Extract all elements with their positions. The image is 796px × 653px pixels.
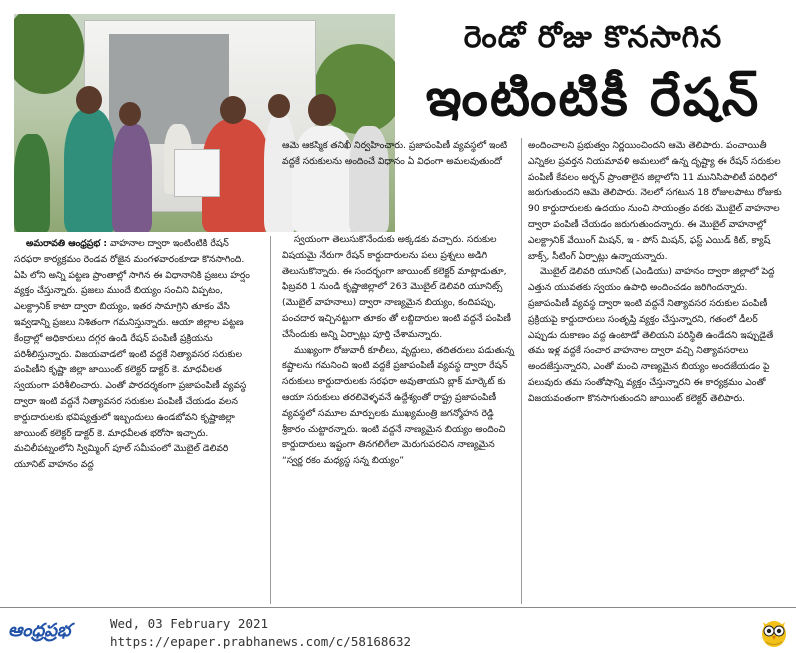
footer-divider xyxy=(0,607,796,608)
dateline: అమరావతి ఆంధ్రప్రభ : xyxy=(26,238,108,249)
article-text-right-2: మొబైల్ డెలివరి యూనిట్ (ఎండియు) వాహనం ద్వారా జిల్లాలో పెద్ద ఎత్తున యువతకు స్వయం ఉపాధి అందించడం జరిగిందన్నారు. ప్రజాపంపిణీ వ్యవస్థ ద్వారా ఇంటి వద్దనే నిత్యావసర సరుకుల పంపిణీ ప్రక్రియపై కార్డుదారులు సంతృప్తి వ్యక్తం చేస్తున్నారని, గతంలో డీలర్ ఎప్పుడు దుకాణం వద్ద ఉంటాడో తెలియని పరిస్థితి ఉండేదని ఇప్పుడైతే తమ ఇళ్ల వద్దకే సంచార వాహనాల ద్వారా వచ్చి నిత్యావసరాలు అందజేస్తున్నారని, ఎంతో మంచి నాణ్యమైన బియ్యం అందజేయడం పై పలువురు తమ సంతోషాన్ని వ్యక్తం చేస్తున్నారని ఈ కార్యక్రమం ఎంతో విజయవంతంగా కొనసాగుతుందని జాయింట్ కలెక్టర్ తెలిపారు. xyxy=(528,266,775,404)
column-divider xyxy=(521,138,522,604)
headline-line-2: ఇంటింటికీ రేషన్ xyxy=(425,68,761,128)
article-text-middle-2: ముఖ్యంగా రోజువారీ కూలీలు, వృద్దులు, తదితరులు పడుతున్న కష్టాలను గమనించి ఇంటి వద్దకే ప్రజాపంపిణీ వ్యవస్థ ద్వారా రేషన్ సరుకులు కార్డుదారులకు సరఫరా అవుతాయని బ్లాక్ మార్కెట్ కు ఆయా సరుకులు తరలివెళ్ళవనే ఉద్దేశ్యంతో రాష్ట్ర ప్రజాపంపిణీ వ్యవస్థలో సమూల మార్పులకు ముఖ్యమంత్రి జగన్మోహన రెడ్డి శ్రీకారం చుట్టారన్నారు. ఇంటి వద్దనే నాణ్యమైన బియ్యం అందించి కార్డుదారులు ఇష్టంగా తినగలిగేలా మెరుగుపరచిన నాణ్యమైన “స్వర్ణ రకం మధ్యస్థ సన్న బియ్యం” xyxy=(282,344,514,467)
article-column-middle xyxy=(282,138,516,469)
column-divider xyxy=(270,236,271,604)
article-text-middle: స్వయంగా తెలుసుకొనేందుకు అక్కడకు వచ్చారు. సరుకుల విషయమై నేరుగా రేషన్ కార్డుదారులను పలు ప్రశ్నలు అడిగి తెలుసుకొన్నారు. ఈ సందర్భంగా జాయింట్ కలెక్టర్ మాట్లాడుతూ, ఫిబ్రవరి 1 నుండి కృష్ణాజిల్లాలో 263 మొబైల్ డెలివరి యూనిట్స్ (మొబైల్ వాహనాలు) ద్వారా నాణ్యమైన బియ్యం, కందిపప్పు, పంచదార ఇచ్చినట్టుగా తూకం తో లబ్దిదారుల ఇంటి వద్దనే పంపిణీ చేసేందుకు అన్ని ఏర్పాట్లు పూర్తి చేశామన్నారు. xyxy=(282,234,511,340)
footer xyxy=(0,610,796,653)
source-url[interactable]: https://epaper.prabhanews.com/c/58168632 xyxy=(110,634,412,649)
article-text-left: వాహనాల ద్వారా ఇంటింటికి రేషన్ సరఫరా కార్యక్రమం రెండవ రోజైన మంగళవారంకూడా కొనసాగింది. ఏపి లోని అన్ని పట్టణ ప్రాంతాల్లో సాగిన ఈ విధానానికి ప్రజలు హర్షం వ్యక్తం చేస్తున్నారు. ప్రజలు ముందే బియ్యం సంచిని విప్పటం, ఎలక్ట్రానిక్ కాటా ద్వారా బియ్యం, ఇతర సామాగ్రిని తూకం వేసి ఇవ్వడాన్ని ప్రజలు నిశితంగా గమనిస్తున్నారు. ఆయా జిల్లాల పట్టణ కేంద్రాల్లో అధికారులు దగ్గర ఉండి రేషన్ పంపిణీ ప్రక్రియను పరిశీలిస్తున్నారు. విజయవాడలో ఇంటి వద్దకే నిత్యావసర సరుకుల పంపిణీని కృష్ణా జిల్లా జాయింట్ కలెక్టర్ డాక్టర్ కె. మాధవీలత స్వయంగా పరిశీలించారు. ఎంతో పారదర్శకంగా ప్రజాపంపిణీ వ్యవస్థ ద్వారా ఇంటి వద్దనే నిత్యావసర సరుకుల పంపిణీ చేయడం వలన కార్డుదారులకు భవిష్యత్తులో ఇబ్బందులు ఉండబోవని కృష్ణాజిల్లా జాయింట్ కలెక్టర్ డాక్టర్ కె. మాధవీలత భరోసా ఇచ్చారు. మచిలీపట్నంలోని స్విమ్మింగ్ పూల్ సమీపంలో మొబైల్ డెలివరి యూనిట్ వాహనం వద్ద xyxy=(14,238,250,471)
article-column-right xyxy=(528,138,784,407)
logo-text: ఆంధ్రప్రభ xyxy=(8,620,71,641)
prabha-logo xyxy=(8,620,100,644)
owl-icon xyxy=(760,616,788,648)
article-text-middle-top: ఆమె ఆకస్మిక తనిఖీ నిర్వహించారు. ప్రజాపంపిణీ వ్యవస్థలో ఇంటి వద్దకే సరుకులను అందించే విధానం ఏ విధంగా అమలవుతుందో xyxy=(282,140,508,167)
headline xyxy=(400,10,786,134)
publication-date: Wed, 03 February 2021 xyxy=(110,616,269,631)
article-text-right: అందించాలని ప్రభుత్వం నిర్ణయించిందని ఆమె తెలిపారు. పంచాయితీ ఎన్నికల ప్రవర్తన నియమావళి అమలులో ఉన్న దృష్ట్యా ఈ రేషన్ సరుకుల పంపిణీ కేవలం అర్బన్ ప్రాంతాలైన జిల్లాలోని 11 మునిసిపాలిటీ పరిధిలో జరుగుతుందని ఆమె తెలిపారు. నెలలో సగటున 18 రోజులపాటు రోజుకు 90 కార్డుదారులకు ఉదయం నుంచి సాయంత్రం వరకు మొబైల్ వాహనాల ద్వారా పంపిణీ చేయడం జరుగుతుందన్నారు. ఈ మొబైల్ వాహనాల్లో ఎలక్ట్రానిక్ వేయింగ్ మిషన్, ఇ - పోస్ మిషన్, ఫస్ట్ ఎయిడ్ కిట్, క్యాష్ బాక్స్, సీటింగ్ ఏర్పాట్లు ఉన్నాయన్నారు. xyxy=(528,140,782,262)
article-column-left xyxy=(14,236,258,473)
headline-line-1: రెండో రోజు కొనసాగిన xyxy=(463,20,723,55)
